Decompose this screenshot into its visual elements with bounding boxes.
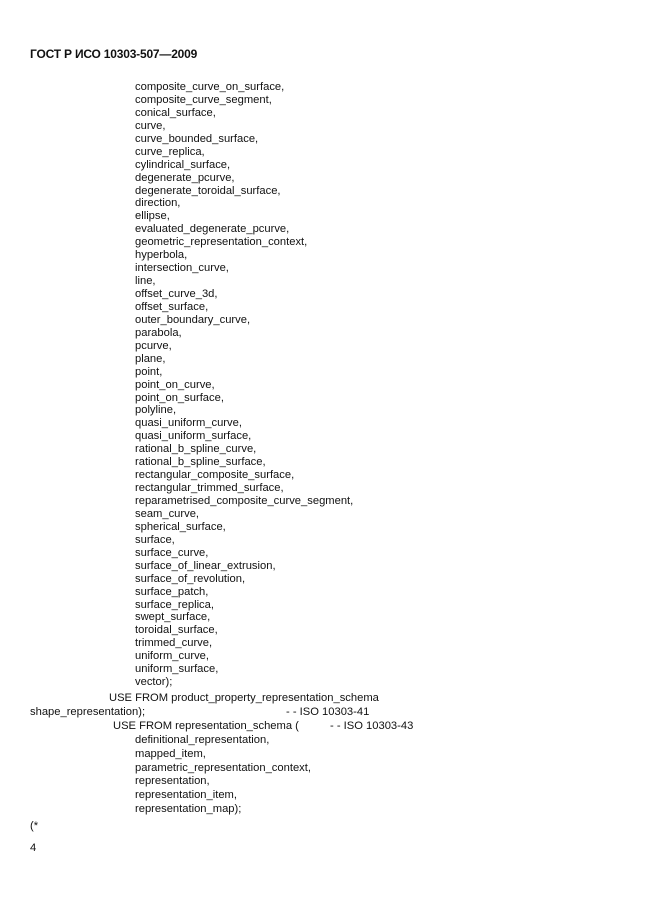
list-item: spherical_surface, [135, 520, 226, 533]
list-item: vector); [135, 676, 173, 689]
list-item: conical_surface, [135, 106, 216, 119]
list-item: toroidal_surface, [135, 624, 218, 637]
list-item: representation_item, [135, 789, 237, 802]
list-item: mapped_item, [135, 747, 206, 760]
list-item: rectangular_trimmed_surface, [135, 482, 284, 495]
list-item: point, [135, 365, 163, 378]
list-item: polyline, [135, 404, 177, 417]
list-item: quasi_uniform_surface, [135, 430, 252, 443]
list-item: representation, [135, 775, 210, 788]
list-item: outer_boundary_curve, [135, 313, 251, 326]
list-item: representation_map); [135, 802, 242, 815]
list-item: swept_surface, [135, 611, 211, 624]
geometry-item-list [135, 81, 353, 689]
list-item: intersection_curve, [135, 262, 229, 275]
list-item: quasi_uniform_curve, [135, 417, 242, 430]
list-item: surface_curve, [135, 546, 209, 559]
list-item: hyperbola, [135, 249, 188, 262]
use-from-representation-line: USE FROM representation_schema ( [113, 720, 299, 732]
list-item: surface_replica, [135, 598, 214, 611]
list-item: surface_patch, [135, 585, 209, 598]
list-item: surface_of_linear_extrusion, [135, 559, 276, 572]
list-item: evaluated_degenerate_pcurve, [135, 223, 290, 236]
list-item: definitional_representation, [135, 734, 270, 746]
list-item: cylindrical_surface, [135, 158, 231, 171]
iso-43-comment: - - ISO 10303-43 [330, 720, 414, 732]
list-item: surface, [135, 533, 175, 546]
list-item: rectangular_composite_surface, [135, 469, 295, 482]
list-item: offset_surface, [135, 300, 209, 313]
use-from-product-line: USE FROM product_property_representation_schema [109, 692, 379, 704]
list-item: surface_of_revolution, [135, 572, 246, 585]
list-item: pcurve, [135, 339, 172, 352]
list-item: composite_curve_segment, [135, 93, 272, 106]
list-item: composite_curve_on_surface, [135, 81, 285, 93]
comment-open: (* [30, 820, 39, 832]
list-item: uniform_curve, [135, 650, 209, 663]
list-item: curve_bounded_surface, [135, 132, 259, 145]
list-item: geometric_representation_context, [135, 236, 308, 249]
list-item: offset_curve_3d, [135, 288, 218, 300]
list-item: direction, [135, 197, 181, 210]
list-item: plane, [135, 352, 166, 365]
list-item: line, [135, 275, 156, 288]
list-item: curve_replica, [135, 145, 205, 158]
list-item: ellipse, [135, 210, 170, 223]
list-item: curve, [135, 119, 166, 132]
list-item: degenerate_toroidal_surface, [135, 184, 281, 197]
list-item: rational_b_spline_surface, [135, 456, 266, 469]
list-item: point_on_surface, [135, 391, 224, 404]
iso-41-comment: - - ISO 10303-41 [286, 706, 370, 718]
list-item: point_on_curve, [135, 378, 215, 391]
list-item: rational_b_spline_curve, [135, 443, 257, 456]
list-item: seam_curve, [135, 507, 200, 520]
representation-item-list [135, 734, 311, 817]
list-item: reparametrised_composite_curve_segment, [135, 495, 354, 507]
page-number: 4 [30, 842, 37, 854]
shape-representation-line: shape_representation); [30, 706, 146, 718]
list-item: parabola, [135, 326, 182, 339]
list-item: degenerate_pcurve, [135, 171, 235, 184]
list-item: uniform_surface, [135, 663, 219, 676]
list-item: parametric_representation_context, [135, 761, 311, 774]
list-item: trimmed_curve, [135, 637, 213, 650]
document-header: ГОСТ Р ИСО 10303-507—2009 [30, 47, 198, 61]
